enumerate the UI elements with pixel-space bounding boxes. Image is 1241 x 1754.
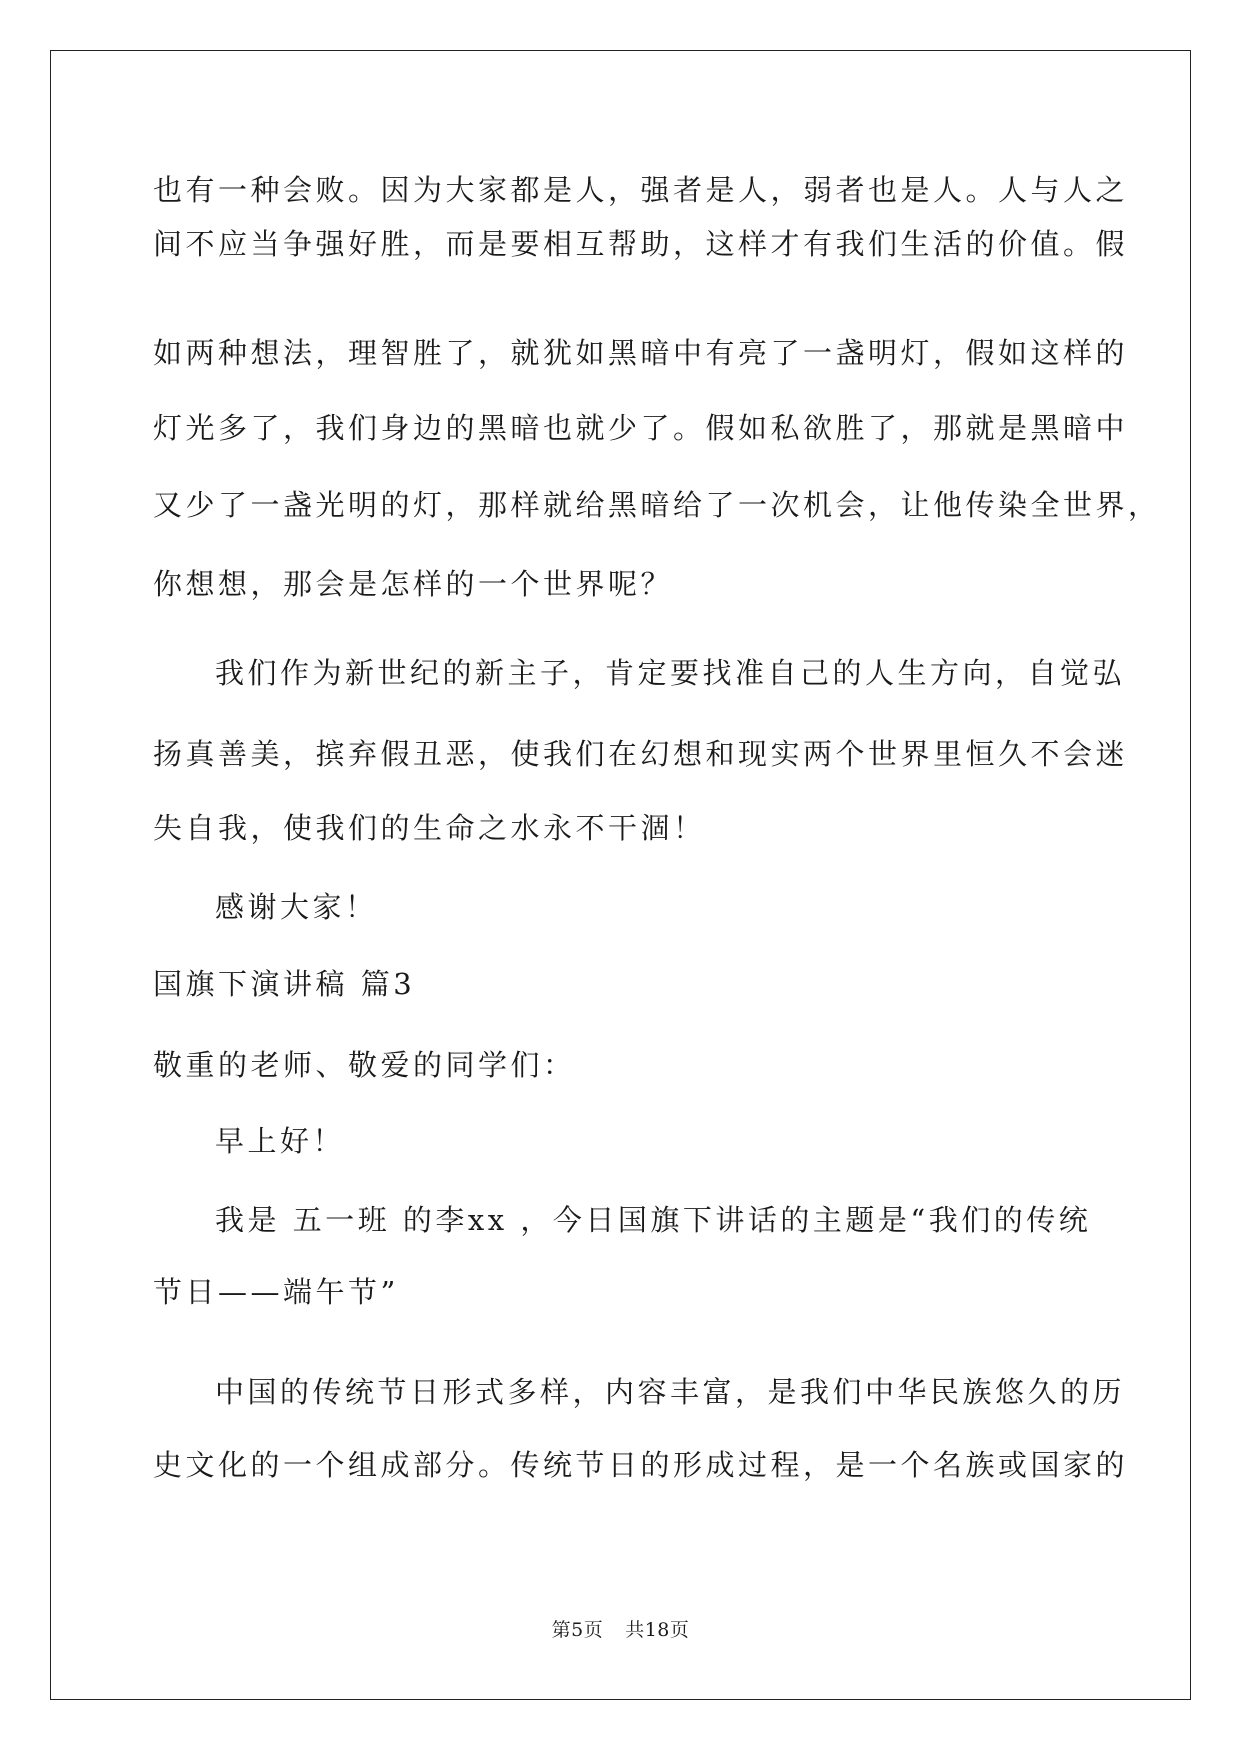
section-heading: 国旗下演讲稿 篇3 (153, 967, 416, 1001)
paragraph-line: 节日——端午节” (153, 1275, 399, 1309)
page-total: 共18页 (625, 1619, 690, 1641)
paragraph-line: 感谢大家！ (215, 890, 378, 924)
paragraph-line: 如两种想法，理智胜了，就犹如黑暗中有亮了一盏明灯，假如这样的 (153, 336, 1129, 370)
paragraph-line: 又少了一盏光明的灯，那样就给黑暗给了一次机会，让他传染全世界， (153, 488, 1161, 522)
paragraph-line: 中国的传统节日形式多样，内容丰富，是我们中华民族悠久的历 (215, 1375, 1126, 1409)
paragraph-line: 史文化的一个组成部分。传统节日的形成过程，是一个名族或国家的 (153, 1448, 1129, 1482)
paragraph-line: 失自我，使我们的生命之水永不干涸！ (153, 811, 706, 845)
page-number: 第5页 (551, 1619, 604, 1641)
page-footer (0, 1618, 1241, 1642)
greeting: 早上好！ (215, 1124, 346, 1158)
paragraph-line: 间不应当争强好胜，而是要相互帮助，这样才有我们生活的价值。假 (153, 227, 1129, 261)
paragraph-line: 你想想，那会是怎样的一个世界呢？ (153, 567, 674, 601)
paragraph-line: 也有一种会败。因为大家都是人，强者是人，弱者也是人。人与人之 (153, 173, 1129, 207)
salutation: 敬重的老师、敬爱的同学们： (153, 1048, 576, 1082)
paragraph-line: 我是 五一班 的李xx ，今日国旗下讲话的主题是“我们的传统 (215, 1203, 1092, 1237)
paragraph-line: 灯光多了，我们身边的黑暗也就少了。假如私欲胜了，那就是黑暗中 (153, 411, 1129, 445)
paragraph-line: 扬真善美，摈弃假丑恶，使我们在幻想和现实两个世界里恒久不会迷 (153, 737, 1129, 771)
paragraph-line: 我们作为新世纪的新主子，肯定要找准自己的人生方向，自觉弘 (215, 656, 1126, 690)
